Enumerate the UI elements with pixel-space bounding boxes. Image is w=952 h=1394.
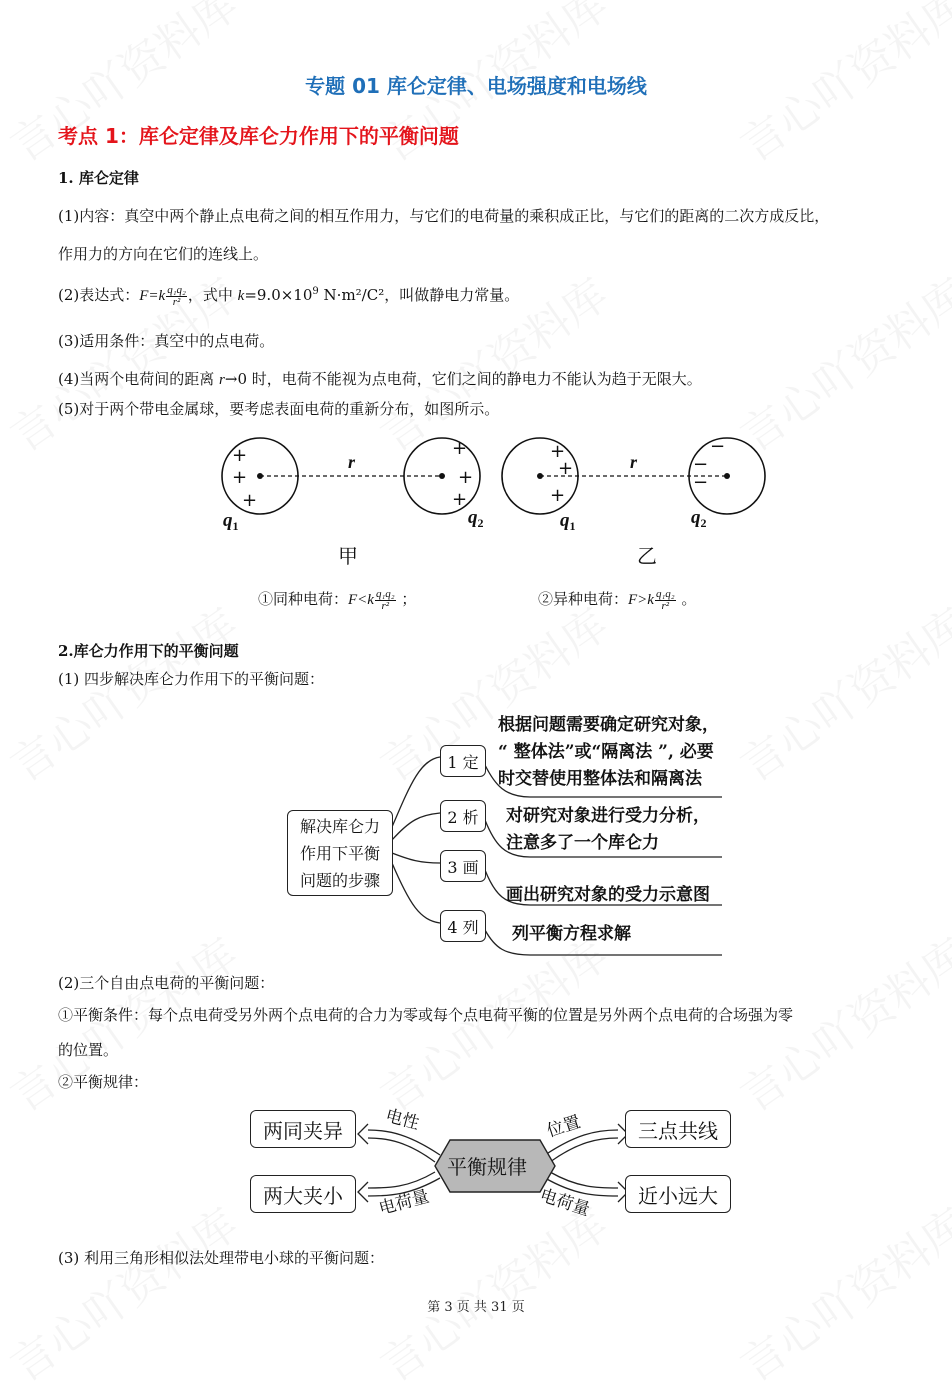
content-line: (1)内容：真空中两个静止点电荷之间的相互作用力，与它们的电荷量的乘积成正比，与它们的距离的二次方成反比， bbox=[58, 207, 830, 225]
arrow-label-charge-sign: 电性 bbox=[383, 1105, 422, 1134]
step-2-box: 2 析 bbox=[440, 800, 486, 832]
note-prefix: ①同种电荷： bbox=[258, 590, 349, 608]
note-end: ； bbox=[401, 590, 417, 608]
svg-text:+: + bbox=[458, 467, 474, 488]
svg-text:+: + bbox=[452, 489, 468, 510]
text-line: 根据问题需要确定研究对象， bbox=[498, 715, 719, 735]
root-line: 问题的步骤 bbox=[299, 870, 380, 890]
r-symbol: r bbox=[219, 372, 225, 388]
content-line: (3)适用条件：真空中的点电荷。 bbox=[58, 332, 275, 350]
k-value: =9.0×10 bbox=[244, 286, 313, 304]
section-heading-coulomb-law: 1. 库仑定律 bbox=[58, 169, 139, 187]
arrow-label-position: 位置 bbox=[544, 1112, 584, 1142]
formula-suffix: ，叫做静电力常量。 bbox=[384, 286, 520, 304]
svg-text:q1: $q_1$ bbox=[223, 510, 239, 533]
content-line: ②平衡规律： bbox=[58, 1073, 149, 1091]
mindmap-root bbox=[287, 810, 393, 896]
rule-box-two-big-one-small: 两大夹小 bbox=[250, 1175, 356, 1213]
distance-label: r bbox=[348, 452, 356, 472]
fraction-denominator: r² bbox=[661, 599, 670, 612]
svg-text:q2: $q_2$ bbox=[468, 507, 484, 530]
step-1-text bbox=[498, 712, 719, 793]
fraction bbox=[655, 589, 676, 612]
text: →0 时，电荷不能视为点电荷，它们之间的静电力不能认为趋于无限大。 bbox=[224, 370, 702, 388]
equals-k: =k bbox=[148, 288, 166, 304]
svg-text:q2: $q_2$ bbox=[691, 507, 707, 530]
fraction-denominator: r² bbox=[381, 599, 390, 612]
content-line: 的位置。 bbox=[58, 1041, 119, 1059]
svg-text:+: + bbox=[558, 458, 574, 479]
opposite-charge-note bbox=[538, 588, 696, 612]
step-1-box: 1 定 bbox=[440, 745, 486, 777]
formula-prefix: (2)表达式： bbox=[58, 286, 140, 304]
content-line: ①平衡条件：每个点电荷受另外两个点电荷的合力为零或每个点电荷平衡的位置是另外两个点电荷的合场强为零 bbox=[58, 1006, 794, 1024]
panel-caption-yi: 乙 bbox=[637, 544, 657, 568]
panel-caption-jia: 甲 bbox=[338, 544, 358, 568]
step-3-box: 3 画 bbox=[440, 850, 486, 882]
text: (4)当两个电荷间的距离 bbox=[58, 370, 220, 388]
formula-line bbox=[58, 284, 519, 308]
note-prefix: ②异种电荷： bbox=[538, 590, 629, 608]
content-line: (1) 四步解决库仑力作用下的平衡问题： bbox=[58, 670, 325, 688]
svg-text:−: − bbox=[710, 436, 726, 457]
text-line: 对研究对象进行受力分析， bbox=[506, 806, 710, 826]
rule-box-near-small-far-big: 近小远大 bbox=[625, 1175, 731, 1213]
k-unit: N·m²/C² bbox=[318, 286, 385, 304]
svg-text:+: + bbox=[550, 441, 566, 462]
text-line: 注意多了一个库仑力 bbox=[506, 833, 659, 853]
fraction bbox=[375, 589, 396, 612]
k-exponent: 9 bbox=[312, 286, 319, 297]
charged-spheres-figure bbox=[215, 430, 785, 570]
rule-box-two-same-one-diff: 两同夹异 bbox=[250, 1110, 356, 1148]
content-line: (5)对于两个带电金属球，要考虑表面电荷的重新分布，如图所示。 bbox=[58, 400, 500, 418]
note-end: 。 bbox=[681, 590, 697, 608]
rule-box-collinear: 三点共线 bbox=[625, 1110, 731, 1148]
svg-text:r: r bbox=[630, 452, 638, 472]
content-line: 作用力的方向在它们的连线上。 bbox=[58, 245, 269, 263]
svg-text:+: + bbox=[232, 467, 248, 488]
section-heading-equilibrium: 2.库仑力作用下的平衡问题 bbox=[58, 642, 239, 660]
svg-text:−: − bbox=[693, 454, 709, 475]
text-line: 时交替使用整体法和隔离法 bbox=[498, 769, 702, 789]
same-charge-note bbox=[258, 588, 416, 612]
svg-text:q1: $q_1$ bbox=[560, 510, 576, 533]
step-4-box: 4 列 bbox=[440, 910, 486, 942]
force-symbol: F bbox=[139, 288, 149, 304]
fraction bbox=[166, 285, 187, 308]
watermark bbox=[726, 1190, 952, 1394]
root-line: 解决库仑力 bbox=[299, 816, 380, 836]
fraction-numerator: q₁q₂ bbox=[375, 587, 395, 600]
step-2-text bbox=[506, 803, 710, 857]
content-line: (2)三个自由点电荷的平衡问题： bbox=[58, 974, 275, 992]
rules-center-label: 平衡规律 bbox=[447, 1155, 527, 1179]
svg-text:+: + bbox=[452, 438, 468, 459]
svg-text:−: − bbox=[693, 472, 709, 493]
exam-point-heading: 考点 1：库仑定律及库仑力作用下的平衡问题 bbox=[58, 124, 459, 148]
page-footer: 第 3 页 共 31 页 bbox=[427, 1300, 525, 1315]
text-line: “ 整体法”或“隔离法 ”, 必要 bbox=[498, 742, 714, 762]
content-line: (3) 利用三角形相似法处理带电小球的平衡问题： bbox=[58, 1249, 385, 1267]
arrow-label-charge-amount: 电荷量 bbox=[537, 1185, 593, 1221]
k-symbol: k bbox=[237, 288, 245, 304]
svg-text:+: + bbox=[550, 485, 566, 506]
root-line: 作用下平衡 bbox=[299, 843, 380, 863]
arrow-label-charge-amount: 电荷量 bbox=[376, 1186, 432, 1220]
document-title: 专题 01 库仑定律、电场强度和电场线 bbox=[305, 74, 647, 98]
svg-text:+: + bbox=[242, 490, 258, 511]
formula-mid: ，式中 bbox=[187, 286, 238, 304]
watermark bbox=[0, 590, 248, 794]
watermark bbox=[0, 1190, 248, 1394]
step-3-text: 画出研究对象的受力示意图 bbox=[506, 885, 710, 905]
svg-text:+: + bbox=[232, 445, 248, 466]
fraction-denominator: r² bbox=[172, 295, 181, 308]
fraction-numerator: q₁q₂ bbox=[655, 587, 675, 600]
content-line bbox=[58, 368, 702, 389]
relation: F>k bbox=[628, 592, 654, 608]
step-4-text: 列平衡方程求解 bbox=[512, 924, 631, 944]
fraction-numerator: q₁q₂ bbox=[167, 283, 186, 296]
relation: F<k bbox=[348, 592, 374, 608]
